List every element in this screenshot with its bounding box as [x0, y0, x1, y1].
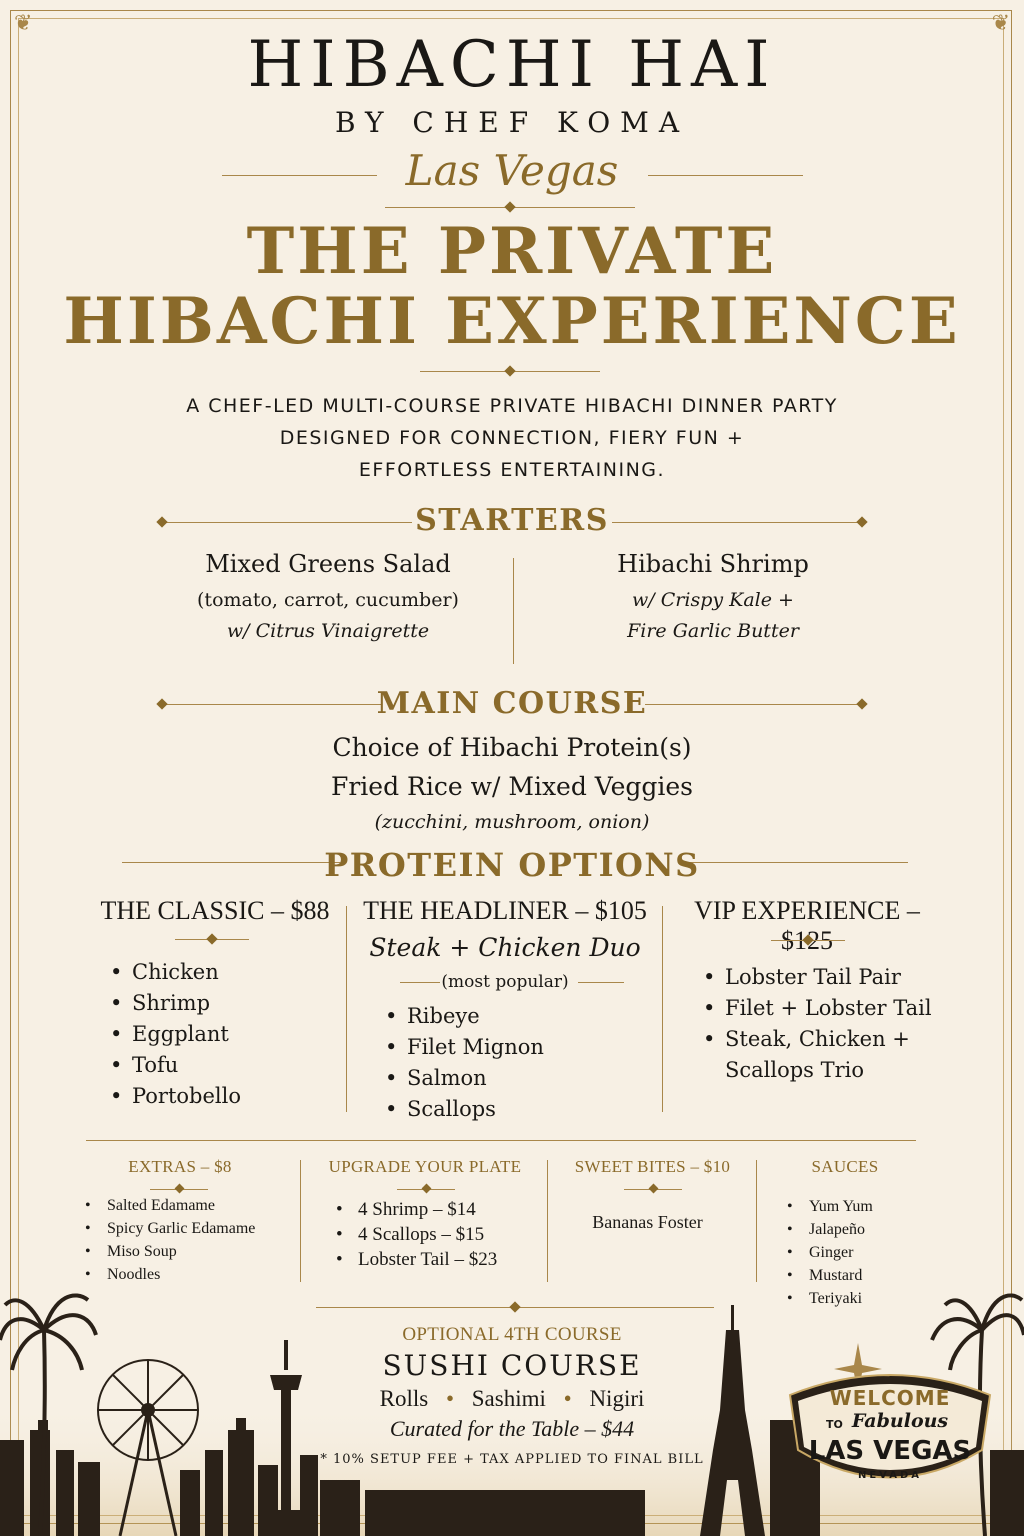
list-item: • Filet Mignon	[385, 1032, 544, 1063]
column-divider	[513, 558, 514, 664]
list-item: • 4 Shrimp – $14	[336, 1197, 497, 1222]
list-item: • Ribeye	[385, 1001, 544, 1032]
list-item: • Teriyaki	[787, 1287, 873, 1310]
list-item: • Noodles	[85, 1263, 255, 1286]
intro-line1: A CHEF-LED MULTI-COURSE PRIVATE HIBACHI DINNER PARTY	[186, 395, 838, 417]
sign-city: LAS VEGAS	[808, 1436, 972, 1466]
sushi-nigiri: Nigiri	[589, 1386, 645, 1411]
city-script: Las Vegas	[405, 146, 619, 195]
list-item: • Steak, Chicken +	[703, 1024, 932, 1055]
sign-state: NEVADA	[857, 1470, 923, 1481]
upgrade-list	[336, 1197, 497, 1272]
corner-ornament-icon: ❦	[991, 10, 1010, 35]
list-item: • Eggplant	[110, 1019, 241, 1050]
divider	[86, 1140, 916, 1141]
restaurant-title: HIBACHI HAI	[247, 28, 777, 102]
starter-shrimp-line1: w/ Crispy Kale +	[632, 589, 794, 611]
sweet-heading: SWEET BITES – $10	[574, 1157, 731, 1176]
tier-headliner-name: THE HEADLINER – $105	[363, 896, 647, 925]
tier-classic-name: THE CLASSIC – $88	[100, 896, 330, 925]
list-item: • Scallops	[385, 1094, 544, 1125]
extras-heading: EXTRAS – $8	[128, 1157, 232, 1176]
main-course-heading: MAIN COURSE	[376, 686, 648, 721]
sushi-price: Curated for the Table – $44	[389, 1416, 635, 1441]
tier-headliner-list	[385, 1001, 544, 1125]
list-item: • Filet + Lobster Tail	[703, 993, 932, 1024]
headline-line2: HIBACHI EXPERIENCE	[63, 284, 961, 359]
list-item: • Lobster Tail – $23	[336, 1247, 497, 1272]
list-item: • Ginger	[787, 1241, 873, 1264]
upgrade-heading: UPGRADE YOUR PLATE	[328, 1157, 522, 1176]
sauces-heading: SAUCES	[811, 1157, 879, 1176]
list-item: • Chicken	[110, 957, 241, 988]
corner-ornament-icon: ❦	[14, 10, 33, 35]
starters-heading: STARTERS	[415, 503, 609, 538]
starter-salad-detail: (tomato, carrot, cucumber)	[197, 589, 459, 611]
list-item: • Spicy Garlic Edamame	[85, 1217, 255, 1240]
sign-fabulous: Fabulous	[851, 1410, 949, 1432]
list-item-continued: Scallops Trio	[725, 1058, 865, 1082]
list-item: • Portobello	[110, 1081, 241, 1112]
main-course-veggies: (zucchini, mushroom, onion)	[374, 811, 650, 833]
tier-vip-list	[703, 962, 932, 1086]
intro-line2: DESIGNED FOR CONNECTION, FIERY FUN +	[279, 427, 745, 449]
bullet-separator-icon: •	[445, 1386, 454, 1411]
column-divider	[662, 906, 663, 1112]
sign-welcome: WELCOME	[829, 1386, 951, 1410]
sushi-rolls: Rolls	[379, 1386, 429, 1411]
tier-classic-list	[110, 957, 241, 1112]
main-course-line2: Fried Rice w/ Mixed Veggies	[331, 772, 693, 801]
starter-salad-name: Mixed Greens Salad	[205, 550, 451, 578]
protein-options-heading: PROTEIN OPTIONS	[324, 846, 700, 884]
sushi-title: SUSHI COURSE	[382, 1349, 642, 1382]
intro-line3: EFFORTLESS ENTERTAINING.	[358, 459, 666, 481]
sign-to: TO	[826, 1418, 843, 1431]
starter-shrimp-line2: Fire Garlic Butter	[627, 620, 799, 642]
list-item: • Salted Edamame	[85, 1194, 255, 1217]
footnote: * 10% SETUP FEE + TAX APPLIED TO FINAL BILL	[320, 1452, 704, 1467]
column-divider	[547, 1160, 548, 1282]
list-item: • Miso Soup	[85, 1240, 255, 1263]
sushi-types	[0, 1386, 1024, 1412]
tier-headliner-subtitle: Steak + Chicken Duo	[369, 933, 641, 962]
starter-salad-dressing: w/ Citrus Vinaigrette	[226, 620, 430, 642]
bullet-separator-icon: •	[563, 1386, 572, 1411]
list-item: • Lobster Tail Pair	[703, 962, 932, 993]
tier-headliner-note: (most popular)	[441, 972, 569, 992]
sushi-label: OPTIONAL 4TH COURSE	[402, 1324, 622, 1345]
list-item: • Salmon	[385, 1063, 544, 1094]
sushi-sashimi: Sashimi	[471, 1386, 546, 1411]
extras-list	[85, 1194, 255, 1286]
column-divider	[300, 1160, 301, 1282]
chef-byline: BY CHEF KOMA	[334, 106, 690, 139]
headline-line1: THE PRIVATE	[246, 214, 778, 289]
list-item: • 4 Scallops – $15	[336, 1222, 497, 1247]
column-divider	[756, 1160, 757, 1282]
sweet-item: Bananas Foster	[592, 1212, 703, 1232]
starter-shrimp-name: Hibachi Shrimp	[617, 550, 809, 578]
list-item: • Tofu	[110, 1050, 241, 1081]
list-item: • Jalapeño	[787, 1218, 873, 1241]
column-divider	[346, 906, 347, 1112]
main-course-line1: Choice of Hibachi Protein(s)	[332, 733, 692, 762]
tier-vip-name: VIP EXPERIENCE –	[694, 896, 920, 925]
list-item: • Shrimp	[110, 988, 241, 1019]
list-item: • Mustard	[787, 1264, 873, 1287]
list-item: • Yum Yum	[787, 1195, 873, 1218]
